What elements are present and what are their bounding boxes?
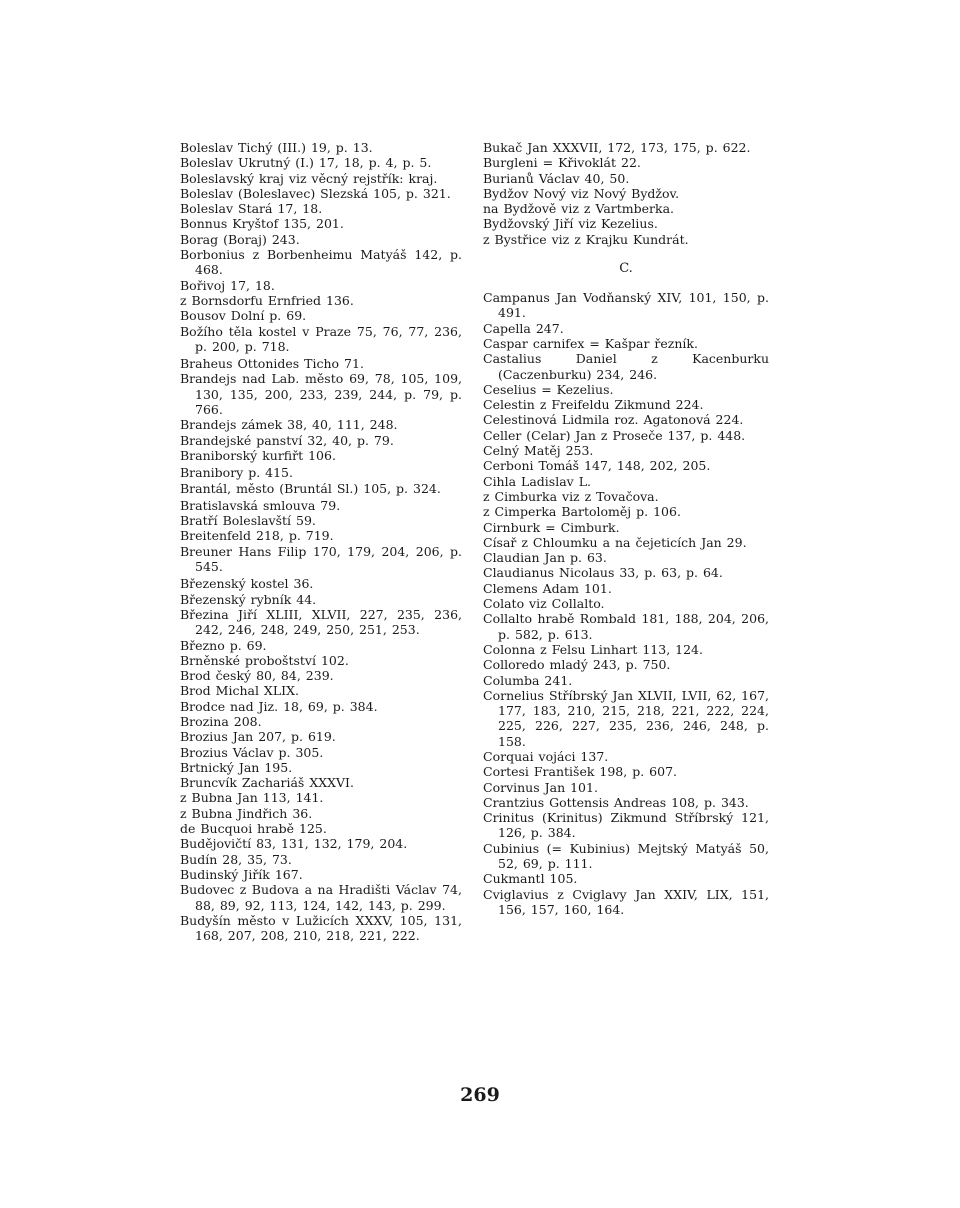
- index-entry: Braheus Ottonides Ticho 71.: [180, 356, 364, 372]
- index-entry: Claudian Jan p. 63.: [483, 550, 607, 566]
- index-entry: Budín 28, 35, 73.: [180, 851, 292, 867]
- index-entry: Crantzius Gottensis Andreas 108, p. 343.: [483, 794, 749, 810]
- index-entry: Bydžov Nový viz Nový Bydžov.: [483, 185, 680, 201]
- index-entry: Březenský rybník 44.: [180, 591, 317, 607]
- index-entry: Cirnburk = Cimburk.: [483, 519, 620, 535]
- index-entry: Císař z Chloumku a na čejeticích Jan 29.: [483, 534, 747, 550]
- index-entry: Celestinová Lidmila roz. Agatonová 224.: [483, 412, 744, 428]
- index-entry: Borag (Boraj) 243.: [180, 231, 300, 247]
- index-entry: Bruncvík Zachariáš XXXVI.: [180, 775, 354, 791]
- index-entry: z Cimperka Bartoloměj p. 106.: [483, 504, 681, 520]
- index-entry: Bousov Dolní p. 69.: [180, 308, 307, 324]
- index-column-left: [180, 140, 462, 943]
- index-entry: z Bornsdorfu Ernfried 136.: [180, 292, 354, 308]
- index-entry: Brandejské panství 32, 40, p. 79.: [180, 432, 394, 448]
- index-entry: Brandejs nad Lab. město 69, 78, 105, 109, 130, 135, 200, 233, 239, 244, p. 79, p. 766.: [180, 371, 462, 418]
- index-entry: de Bucquoi hrabě 125.: [180, 821, 327, 837]
- index-entry: Boleslav Tichý (III.) 19, p. 13.: [180, 140, 373, 155]
- index-entry: Brod Michal XLIX.: [180, 683, 299, 699]
- index-entry: Boleslav (Boleslavec) Slezská 105, p. 321.: [180, 185, 451, 201]
- index-entry: Cukmantl 105.: [483, 871, 578, 887]
- index-entry: Braniborský kurfiřt 106.: [180, 447, 336, 463]
- index-entry: Ceselius = Kezelius.: [483, 381, 614, 397]
- page-number: 269: [460, 1084, 500, 1106]
- index-entry: Burgleni = Křivoklát 22.: [483, 155, 641, 171]
- index-entry: Cerboni Tomáš 147, 148, 202, 205.: [483, 458, 711, 474]
- index-entry: Bydžovský Jiří viz Kezelius.: [483, 216, 658, 232]
- index-entry: Březina Jiří XLIII, XLVII, 227, 235, 236, 242, 246, 248, 249, 250, 251, 253.: [180, 606, 462, 638]
- index-entry: Brodce nad Jiz. 18, 69, p. 384.: [180, 698, 378, 714]
- index-entry: Božího těla kostel v Praze 75, 76, 77, 236, p. 200, p. 718.: [180, 323, 462, 354]
- index-entry: Burianů Václav 40, 50.: [483, 170, 630, 186]
- index-group-b: [483, 140, 769, 247]
- index-entry: Boleslav Ukrutný (I.) 17, 18, p. 4, p. 5.: [180, 155, 432, 171]
- index-entry: Cornelius Stříbrský Jan XLVII, LVII, 62, 167, 177, 183, 210, 215, 218, 221, 222, 224, 225, 226, 227, 235, 236, 246, 248, p. 158.: [483, 687, 769, 749]
- index-entry: Budějovičtí 83, 131, 132, 179, 204.: [180, 836, 408, 852]
- index-entry: Budovec z Budova a na Hradišti Václav 74, 88, 89, 92, 113, 124, 142, 143, p. 299.: [180, 882, 462, 913]
- index-entry: z Bubna Jan 113, 141.: [180, 790, 324, 806]
- index-entry: Brněnské proboštství 102.: [180, 652, 349, 668]
- index-entry: Castalius Daniel z Kacenburku (Caczenburku) 234, 246.: [483, 351, 769, 382]
- index-entry: Celný Matěj 253.: [483, 443, 594, 459]
- index-entry: Breuner Hans Filip 170, 179, 204, 206, p. 545.: [180, 543, 462, 575]
- index-entry: Cortesi František 198, p. 607.: [483, 764, 677, 780]
- index-column-right: [483, 140, 769, 917]
- index-entry: Clemens Adam 101.: [483, 580, 612, 596]
- index-entry: Boleslavský kraj viz věcný rejstřík: kraj.: [180, 170, 438, 186]
- index-entry: Celestin z Freifeldu Zikmund 224.: [483, 397, 704, 413]
- section-heading: C.: [619, 261, 633, 277]
- index-entry: Cviglavius z Cviglavy Jan XXIV, LIX, 151, 156, 157, 160, 164.: [483, 886, 769, 917]
- index-entry: z Cimburka viz z Tovačova.: [483, 488, 659, 504]
- index-entry: Březno p. 69.: [180, 637, 267, 653]
- index-entry: z Bystřice viz z Krajku Kundrát.: [483, 231, 689, 247]
- index-entry: Cubinius (= Kubinius) Mejtský Matyáš 50, 52, 69, p. 111.: [483, 840, 769, 872]
- index-entry: Borbonius z Borbenheimu Matyáš 142, p. 468.: [180, 247, 462, 278]
- index-entry: Celler (Celar) Jan z Proseče 137, p. 448.: [483, 427, 746, 443]
- index-entry: Brod český 80, 84, 239.: [180, 668, 334, 684]
- index-entry: Brozius Václav p. 305.: [180, 744, 324, 760]
- index-entry: Corquai vojáci 137.: [483, 748, 609, 764]
- index-entry: Brandejs zámek 38, 40, 111, 248.: [180, 417, 398, 433]
- index-entry: Bořivoj 17, 18.: [180, 277, 275, 293]
- index-entry: Cihla Ladislav L.: [483, 473, 591, 489]
- index-entry: Brozina 208.: [180, 713, 262, 729]
- index-entry: Bratislavská smlouva 79.: [180, 497, 341, 513]
- index-entry: Budinský Jiřík 167.: [180, 866, 303, 882]
- index-entry: z Bubna Jindřich 36.: [180, 805, 313, 821]
- index-entry: Brtnický Jan 195.: [180, 759, 293, 775]
- index-entry: Colato viz Collalto.: [483, 596, 605, 612]
- index-entry: Bonnus Kryštof 135, 201.: [180, 216, 344, 232]
- index-entry: Caspar carnifex = Kašpar řezník.: [483, 335, 698, 351]
- index-entry: Colonna z Felsu Linhart 113, 124.: [483, 641, 703, 657]
- index-entry: Bratří Boleslavští 59.: [180, 513, 316, 529]
- index-entry: Claudianus Nicolaus 33, p. 63, p. 64.: [483, 565, 723, 581]
- index-entry: Campanus Jan Vodňanský XIV, 101, 150, p. 491.: [483, 290, 769, 321]
- index-entry: Columba 241.: [483, 672, 573, 688]
- index-entry: Budyšín město v Lužicích XXXV, 105, 131, 168, 207, 208, 210, 218, 221, 222.: [180, 912, 462, 944]
- index-entry: Collalto hrabě Rombald 181, 188, 204, 206, p. 582, p. 613.: [483, 611, 769, 642]
- index-entry: na Bydžově viz z Vartmberka.: [483, 201, 675, 217]
- index-group-c: [483, 290, 769, 917]
- index-entry: Capella 247.: [483, 320, 564, 336]
- index-entry: Březenský kostel 36.: [180, 576, 314, 592]
- index-entry: Breitenfeld 218, p. 719.: [180, 528, 334, 544]
- index-entry: Corvinus Jan 101.: [483, 779, 598, 795]
- index-entry: Bukač Jan XXXVII, 172, 173, 175, p. 622.: [483, 140, 751, 155]
- index-entry: Brozius Jan 207, p. 619.: [180, 729, 336, 745]
- index-entry: Crinitus (Krinitus) Zikmund Stříbrský 121, 126, p. 384.: [483, 810, 769, 841]
- index-entry: Colloredo mladý 243, p. 750.: [483, 657, 671, 673]
- index-entry: Brantál, město (Bruntál Sl.) 105, p. 324.: [180, 480, 441, 496]
- index-entry: Branibory p. 415.: [180, 465, 293, 481]
- index-entry: Boleslav Stará 17, 18.: [180, 201, 323, 217]
